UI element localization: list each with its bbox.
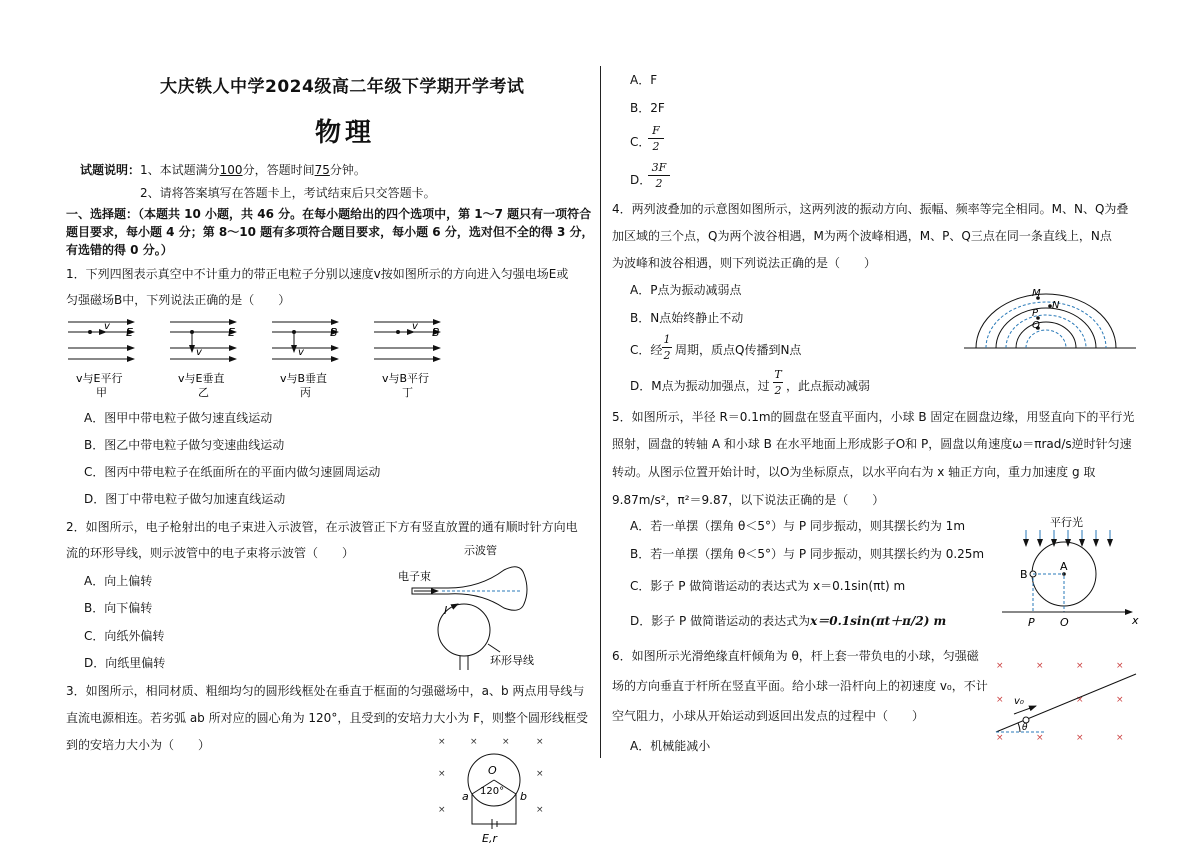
svg-text:×: ×	[536, 769, 544, 779]
q2-option-c: C．向纸外偏转	[84, 629, 165, 643]
q1-option-b: B．图乙中带电粒子做匀变速曲线运动	[84, 438, 285, 452]
q1-fig-bing-label: 丙	[300, 386, 311, 399]
q4-stem-line-3: 为波峰和波谷相遇，则下列说法正确的是（ ）	[612, 256, 877, 270]
q3-option-b: B．2F	[630, 101, 665, 115]
svg-text:×: ×	[1036, 733, 1044, 743]
q3-stem-line-2: 直流电源相连。若劣弧 ab 所对应的圆心角为 120°，且受到的安培力大小为 F，则整个圆形线框受	[66, 711, 589, 725]
q2-stem-line-2: 流的环形导线，则示波管中的电子束将示波管（ ）	[66, 546, 355, 560]
exam-title: 大庆铁人中学2024级高二年级下学期开学考试	[160, 77, 525, 97]
q1-fig-jia-v: v	[104, 321, 110, 332]
svg-text:×: ×	[502, 737, 510, 747]
q5-figure	[1000, 518, 1140, 628]
q4-figure	[962, 284, 1142, 350]
q3-option-c-fraction: F 2	[648, 124, 664, 153]
svg-text:×: ×	[996, 695, 1004, 705]
q1-stem-line-1: 1．下列四图表示真空中不计重力的带正电粒子分别以速度v按如图所示的方向进入匀强电场E或	[66, 267, 569, 281]
q2-stem-line-1: 2．如图所示，电子枪射出的电子束进入示波管，在示波管正下方有竖直放置的通有顺时针方向电	[66, 520, 578, 534]
q1-fig-yi-label: 乙	[198, 386, 209, 399]
q1-fig-bing-v: v	[298, 347, 304, 358]
q5-option-a: A．若一单摆（摆角 θ＜5°）与 P 同步振动，则其摆长约为 1m	[630, 519, 966, 533]
svg-text:×: ×	[1116, 733, 1124, 743]
q1-fig-ding	[374, 321, 440, 399]
svg-text:×: ×	[1076, 661, 1084, 671]
q4-stem-line-2: 加区域的三个点，Q为两个波谷相遇，M为两个波峰相遇，M、P、Q三点在同一条直线上，N点	[612, 229, 1112, 243]
q1-fig-ding-label: 丁	[402, 386, 413, 399]
q1-option-a: A．图甲中带电粒子做匀速直线运动	[84, 411, 273, 425]
svg-text:×: ×	[1036, 661, 1044, 671]
q1-figure	[62, 312, 462, 402]
q5-P-label: P	[1028, 616, 1035, 629]
q4-option-c-fraction: 1 2	[663, 333, 671, 362]
q3-stem-line-1: 3．如图所示，相同材质、粗细均匀的圆形线框处在垂直于框面的匀强磁场中，a、b 两点用导线与	[66, 684, 585, 698]
svg-text:×: ×	[470, 737, 478, 747]
q4-option-a: A．P点为振动减弱点	[630, 283, 742, 297]
q2-figure	[392, 540, 562, 672]
q3-angle-label: 120°	[480, 786, 505, 797]
q3-option-a: A．F	[630, 73, 658, 87]
q4-option-d-pre: D．M点为振动加强点，过	[630, 379, 770, 393]
q2-option-a: A．向上偏转	[84, 574, 153, 588]
q5-stem-line-2: 照射，圆盘的转轴 A 和小球 B 在水平地面上形成影子O和 P，圆盘以角速度ω＝πrad/s逆时针匀速	[612, 437, 1132, 451]
q3-option-d-label: D．	[630, 173, 652, 187]
q2-wire-label: 环形导线	[490, 654, 534, 667]
column-divider	[600, 66, 601, 758]
q4-M-label: M	[1032, 288, 1041, 299]
q1-fig-yi-cap: v与E垂直	[178, 372, 225, 385]
q3-figure	[436, 734, 556, 844]
svg-text:×: ×	[996, 661, 1004, 671]
subject-title: 物理	[315, 118, 376, 148]
q1-fig-jia-field: E	[126, 326, 133, 339]
svg-text:×: ×	[1076, 695, 1084, 705]
q6-stem-line-2: 场的方向垂直于杆所在竖直平面。给小球一沿杆向上的初速度 v₀，不计	[612, 679, 988, 693]
q2-option-d: D．向纸里偏转	[84, 656, 166, 670]
notes-line-1: 试题说明：1、本试题满分100分，答题时间75分钟。	[80, 163, 366, 177]
q3-stem-line-3: 到的安培力大小为（ ）	[66, 738, 211, 752]
svg-text:×: ×	[536, 805, 544, 815]
q3-b-label: b	[520, 790, 527, 803]
notes-line-2: 2、请将答案填写在答题卡上，考试结束后只交答题卡。	[140, 186, 436, 200]
q1-fig-yi-field: E	[228, 326, 235, 339]
q4-N-label: N	[1052, 300, 1060, 311]
q1-fig-bing-field: B	[330, 326, 338, 339]
q4-option-c-post: 周期，质点Q传播到N点	[675, 343, 802, 357]
q2-option-b: B．向下偏转	[84, 601, 153, 615]
q1-fig-jia	[68, 321, 134, 399]
q1-fig-yi-v: v	[196, 347, 202, 358]
q1-fig-jia-label: 甲	[96, 386, 107, 399]
q4-option-d-post: ，此点振动减弱	[786, 379, 871, 393]
q2-beam-label: 电子束	[398, 570, 431, 583]
q3-option-c-label: C．	[630, 135, 651, 149]
svg-text:×: ×	[1116, 661, 1124, 671]
q5-B-label: B	[1020, 568, 1028, 581]
q1-fig-ding-v: v	[412, 321, 418, 332]
q6-v0-label: v₀	[1014, 696, 1024, 707]
q5-A-label: A	[1060, 560, 1068, 573]
q3-option-d-fraction: 3F 2	[648, 161, 670, 190]
section-heading-line-1: 一、选择题：（本题共 10 小题，共 46 分。在每小题给出的四个选项中，第 1～7 题只有一项符合	[66, 207, 592, 221]
q6-stem-line-1: 6．如图所示光滑绝缘直杆倾角为 θ，杆上套一带负电的小球，匀强磁	[612, 649, 979, 663]
q2-tube-label: 示波管	[464, 544, 497, 557]
q5-option-b: B．若一单摆（摆角 θ＜5°）与 P 同步振动，则其摆长约为 0.25m	[630, 547, 985, 561]
q6-stem-line-3: 空气阻力，小球从开始运动到返回出发点的过程中（ ）	[612, 709, 925, 723]
q1-stem-line-2: 匀强磁场B中，下列说法正确的是（ ）	[66, 293, 291, 307]
q4-option-b: B．N点始终静止不动	[630, 311, 744, 325]
svg-text:×: ×	[438, 737, 446, 747]
svg-text:×: ×	[536, 737, 544, 747]
svg-text:×: ×	[1116, 695, 1124, 705]
q4-option-c-pre: C．经	[630, 343, 663, 357]
q5-option-c: C．影子 P 做简谐运动的表达式为 x＝0.1sin(πt) m	[630, 579, 906, 593]
q4-stem-line-1: 4．两列波叠加的示意图如图所示，这两列波的振动方向、振幅、频率等完全相同。M、N、Q为叠	[612, 202, 1129, 216]
q6-option-a: A．机械能减小	[630, 739, 711, 753]
q1-option-c: C．图丙中带电粒子在纸面所在的平面内做匀速圆周运动	[84, 465, 381, 479]
q5-stem-line-4: 9.87m/s²，π²＝9.87，以下说法正确的是（ ）	[612, 493, 885, 507]
q5-light-label: 平行光	[1050, 516, 1083, 529]
section-heading-line-2: 题目要求，每小题 4 分；第 8～10 题有多项符合题目要求，每小题 6 分，选对但不全的得 3 分，	[66, 225, 594, 239]
svg-text:×: ×	[438, 769, 446, 779]
q6-theta-label: θ	[1022, 723, 1028, 733]
q3-source-label: E,r	[482, 832, 497, 845]
section-heading-line-3: 有选错的得 0 分。）	[66, 243, 173, 257]
q1-fig-yi	[170, 322, 236, 399]
q4-option-d-fraction: T 2	[774, 368, 782, 397]
q1-fig-ding-field: B	[432, 326, 440, 339]
svg-text:×: ×	[996, 733, 1004, 743]
q1-fig-ding-cap: v与B平行	[382, 372, 430, 385]
q3-a-label: a	[462, 790, 469, 803]
q1-option-d: D．图丁中带电粒子做匀加速直线运动	[84, 492, 286, 506]
q4-Q-label: Q	[1032, 320, 1040, 331]
q3-center-label: O	[488, 764, 497, 777]
q5-x-label: x	[1132, 614, 1139, 627]
q5-O-label: O	[1060, 616, 1069, 629]
q1-fig-jia-cap: v与E平行	[76, 372, 123, 385]
q2-current-label: I	[444, 604, 448, 617]
q1-fig-bing-cap: v与B垂直	[280, 372, 328, 385]
q5-stem-line-3: 转动。从图示位置开始计时，以O为坐标原点，以水平向右为 x 轴正方向，重力加速度 g 取	[612, 465, 1096, 479]
q1-fig-bing	[272, 322, 338, 399]
svg-text:×: ×	[1076, 733, 1084, 743]
q4-P-label: P	[1032, 308, 1039, 319]
q6-figure	[990, 652, 1150, 748]
q5-option-d: D．影子 P 做简谐运动的表达式为x＝0.1sin(πt＋π/2) m	[630, 614, 947, 628]
svg-text:×: ×	[438, 805, 446, 815]
q5-stem-line-1: 5．如图所示，半径 R＝0.1m的圆盘在竖直平面内，小球 B 固定在圆盘边缘，用竖直向下的平行光	[612, 410, 1135, 424]
